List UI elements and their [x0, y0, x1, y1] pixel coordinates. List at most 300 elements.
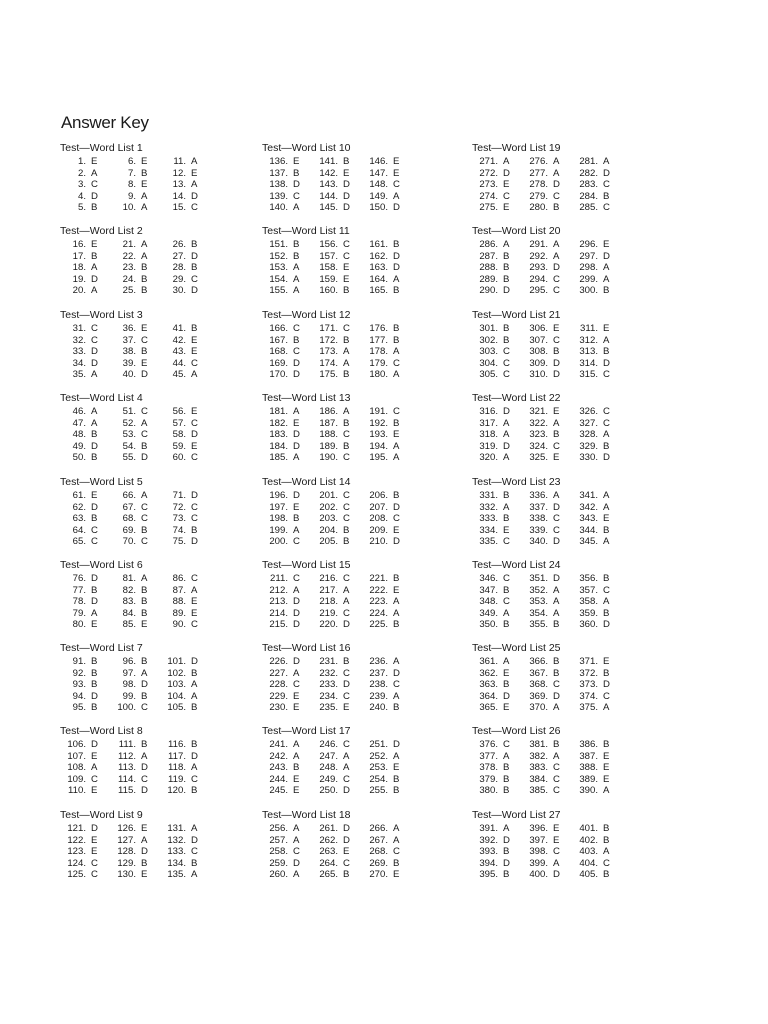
answer-item [574, 774, 609, 786]
answer-letter: D [141, 679, 148, 691]
answer-item [162, 285, 198, 297]
question-number: 332. [479, 501, 498, 513]
answer-letter: D [191, 285, 198, 297]
answer-letter: A [191, 584, 198, 596]
question-number: 387. [579, 750, 598, 762]
answer-item [574, 608, 609, 620]
answer-item [112, 168, 147, 180]
answer-letter: A [393, 750, 400, 762]
answer-rows [62, 323, 262, 381]
answer-letter: B [191, 785, 198, 797]
answer-letter: C [343, 323, 350, 334]
answer-letter: C [503, 573, 510, 584]
answer-item [264, 452, 299, 464]
answer-item [264, 502, 299, 514]
question-number: 269. [369, 857, 388, 869]
question-number: 205. [319, 536, 338, 548]
question-number: 241. [269, 739, 288, 750]
question-number: 267. [369, 834, 388, 846]
answer-letter: C [553, 190, 560, 202]
answer-item [314, 168, 349, 180]
answer-item [364, 168, 399, 180]
answer-item [314, 285, 349, 297]
answer-item [264, 191, 300, 203]
answer-item [112, 785, 148, 797]
answer-letter: A [603, 536, 610, 548]
answer-letter: B [141, 273, 148, 285]
block-title: Test—Word List 26 [472, 725, 561, 737]
question-number: 23. [122, 262, 136, 274]
question-number: 97. [122, 667, 136, 679]
question-number: 319. [479, 440, 498, 452]
answer-letter: B [553, 739, 560, 750]
block-title: Test—Word List 18 [262, 809, 351, 821]
answer-letter: C [293, 846, 300, 858]
question-number: 381. [529, 739, 548, 750]
answer-letter: A [293, 834, 300, 846]
answer-row [62, 452, 262, 464]
answer-letter: C [293, 323, 300, 334]
question-number: 139. [269, 190, 288, 202]
question-number: 329. [579, 440, 598, 452]
question-number: 287. [479, 250, 498, 262]
question-number: 325. [529, 452, 548, 464]
answer-row [62, 762, 262, 774]
answer-item [62, 585, 97, 597]
question-number: 196. [269, 490, 288, 501]
answer-item [474, 358, 510, 370]
block-title: Test—Word List 5 [60, 476, 143, 488]
question-number: 376. [479, 739, 498, 750]
answer-letter: E [553, 834, 560, 846]
question-number: 71. [172, 490, 186, 501]
question-number: 128. [117, 846, 136, 858]
answer-item [524, 691, 560, 703]
question-number: 11. [173, 156, 186, 167]
answer-row [474, 785, 674, 797]
answer-item [474, 823, 509, 835]
answer-item [264, 585, 299, 597]
answer-item [314, 846, 349, 858]
answer-item [62, 525, 98, 537]
question-number: 33. [72, 346, 86, 358]
answer-letter: E [141, 323, 148, 334]
question-number: 396. [529, 823, 548, 834]
answer-row [62, 502, 262, 514]
answer-letter: D [503, 857, 510, 869]
answer-letter: B [393, 857, 400, 869]
answer-letter: D [191, 190, 198, 202]
answer-item [264, 762, 299, 774]
question-number: 312. [579, 334, 598, 346]
answer-item [314, 702, 349, 714]
answer-letter: E [343, 262, 350, 274]
question-number: 323. [529, 429, 548, 441]
answer-item [264, 513, 299, 525]
question-number: 202. [319, 501, 338, 513]
answer-item [162, 823, 197, 835]
answer-item [574, 502, 609, 514]
answer-letter: C [503, 346, 510, 358]
answer-row [264, 285, 464, 297]
question-number: 285. [579, 202, 598, 214]
answer-letter: D [553, 573, 560, 584]
answer-item [524, 585, 559, 597]
answer-row [62, 751, 262, 763]
answer-letter: D [91, 596, 98, 608]
question-number: 144. [319, 190, 338, 202]
question-number: 90. [172, 619, 186, 631]
question-number: 153. [269, 262, 288, 274]
answer-letter: A [141, 490, 148, 501]
answer-letter: C [553, 440, 560, 452]
answer-item [62, 513, 97, 525]
question-number: 237. [369, 667, 388, 679]
answer-letter: D [91, 739, 98, 750]
question-number: 221. [369, 573, 388, 584]
question-number: 16. [72, 239, 86, 250]
answer-letter: C [553, 524, 560, 536]
question-number: 201. [319, 490, 338, 501]
question-number: 62. [72, 501, 86, 513]
answer-letter: B [141, 690, 148, 702]
answer-item [112, 323, 147, 335]
answer-row [264, 691, 464, 703]
answer-item [264, 668, 299, 680]
answer-letter: C [393, 513, 400, 525]
answer-item [574, 846, 609, 858]
question-number: 357. [579, 584, 598, 596]
block-title: Test—Word List 19 [472, 142, 561, 154]
answer-letter: C [343, 773, 350, 785]
question-number: 233. [319, 679, 338, 691]
answer-block [62, 225, 262, 297]
answer-letter: D [293, 490, 300, 501]
answer-rows [264, 239, 464, 297]
question-number: 48. [72, 429, 86, 441]
answer-letter: E [503, 667, 510, 679]
answer-item [524, 369, 560, 381]
question-number: 123. [67, 846, 86, 858]
answer-letter: B [503, 250, 510, 262]
answer-row [62, 774, 262, 786]
answer-block [474, 642, 674, 714]
question-number: 50. [72, 452, 86, 464]
answer-row [474, 179, 674, 191]
answer-letter: E [191, 346, 198, 358]
answer-letter: A [293, 262, 300, 274]
answer-letter: E [603, 773, 610, 785]
answer-letter: B [293, 513, 300, 525]
answer-item [524, 835, 559, 847]
answer-rows [474, 239, 674, 297]
question-number: 394. [479, 857, 498, 869]
answer-item [162, 751, 198, 763]
answer-letter: D [191, 490, 198, 501]
answer-letter: B [603, 834, 610, 846]
answer-item [364, 619, 399, 631]
question-number: 180. [369, 369, 388, 381]
answer-block [264, 642, 464, 714]
answer-letter: D [91, 190, 98, 202]
question-number: 293. [529, 262, 548, 274]
answer-rows [62, 490, 262, 548]
question-number: 185. [269, 452, 288, 464]
answer-item [112, 285, 147, 297]
answer-item [314, 585, 349, 597]
answer-item [524, 156, 559, 168]
answer-letter: D [343, 823, 350, 834]
answer-letter: B [191, 857, 198, 869]
answer-item [62, 262, 97, 274]
answer-row [62, 441, 262, 453]
answer-item [474, 418, 509, 430]
answer-row [62, 335, 262, 347]
answer-letter: B [191, 262, 198, 274]
answer-letter: B [191, 702, 198, 714]
question-number: 91. [72, 656, 86, 667]
question-number: 89. [172, 607, 186, 619]
question-number: 114. [118, 773, 136, 785]
answer-letter: B [141, 656, 148, 667]
answer-letter: A [553, 750, 560, 762]
answer-item [574, 251, 610, 263]
answer-letter: E [603, 323, 610, 334]
answer-item [264, 846, 300, 858]
answer-letter: A [293, 667, 300, 679]
answer-letter: A [603, 490, 610, 501]
question-number: 230. [269, 702, 288, 714]
question-number: 234. [319, 690, 338, 702]
answer-letter: A [553, 596, 560, 608]
question-number: 95. [72, 702, 86, 714]
question-number: 146. [369, 156, 388, 167]
question-number: 77. [72, 584, 86, 596]
answer-item [162, 490, 198, 502]
answer-rows [62, 239, 262, 297]
answer-letter: C [503, 739, 510, 750]
answer-letter: C [91, 773, 98, 785]
question-number: 224. [369, 607, 388, 619]
block-title: Test—Word List 24 [472, 559, 561, 571]
answer-letter: B [91, 452, 98, 464]
answer-item [264, 179, 300, 191]
question-number: 236. [369, 656, 388, 667]
question-number: 311. [580, 323, 598, 334]
question-number: 363. [479, 679, 498, 691]
answer-row [474, 262, 674, 274]
answer-letter: E [91, 785, 98, 797]
question-number: 304. [479, 357, 498, 369]
question-number: 30. [172, 285, 186, 297]
question-number: 51. [122, 406, 136, 417]
question-number: 276. [529, 156, 548, 167]
question-number: 57. [172, 417, 186, 429]
answer-item [364, 691, 399, 703]
question-number: 366. [529, 656, 548, 667]
question-number: 309. [529, 357, 548, 369]
answer-letter: A [293, 273, 300, 285]
question-number: 27. [172, 250, 186, 262]
answer-letter: D [553, 357, 560, 369]
answer-row [474, 525, 674, 537]
answer-letter: E [343, 167, 350, 179]
answer-letter: D [393, 667, 400, 679]
answer-row [474, 156, 674, 168]
answer-item [524, 191, 560, 203]
answer-letter: B [553, 656, 560, 667]
answer-item [264, 346, 300, 358]
answer-letter: A [293, 202, 300, 214]
answer-letter: D [343, 785, 350, 797]
answer-letter: D [293, 857, 300, 869]
answer-item [62, 156, 97, 168]
answer-row [474, 702, 674, 714]
answer-item [474, 156, 509, 168]
question-number: 272. [479, 167, 498, 179]
answer-block [264, 809, 464, 881]
answer-item [314, 668, 350, 680]
answer-item [314, 406, 349, 418]
answer-letter: E [141, 823, 148, 834]
answer-item [364, 239, 399, 251]
answer-item [364, 346, 399, 358]
answer-item [574, 858, 610, 870]
answer-letter: C [191, 501, 198, 513]
answer-letter: D [191, 250, 198, 262]
answer-block [474, 309, 674, 381]
answer-item [62, 739, 98, 751]
question-number: 257. [269, 834, 288, 846]
answer-letter: D [553, 536, 560, 548]
question-number: 383. [529, 762, 548, 774]
answer-row [264, 202, 464, 214]
answer-letter: D [553, 262, 560, 274]
answer-item [474, 191, 510, 203]
answer-item [364, 656, 399, 668]
question-number: 178. [369, 346, 388, 358]
answer-item [62, 751, 97, 763]
answer-row [62, 285, 262, 297]
answer-letter: B [393, 785, 400, 797]
question-number: 260. [269, 869, 288, 881]
answer-item [364, 285, 399, 297]
answer-item [112, 406, 148, 418]
answer-rows [62, 656, 262, 714]
answer-letter: E [141, 179, 148, 191]
question-number: 116. [168, 739, 186, 750]
answer-letter: B [603, 573, 610, 584]
answer-letter: E [191, 607, 198, 619]
answer-item [314, 369, 349, 381]
question-number: 403. [579, 846, 598, 858]
block-title: Test—Word List 9 [60, 809, 143, 821]
answer-item [524, 573, 560, 585]
answer-letter: A [503, 656, 510, 667]
answer-letter: E [141, 357, 148, 369]
answer-item [162, 191, 198, 203]
question-number: 85. [122, 619, 136, 631]
question-number: 13. [172, 179, 186, 191]
question-number: 183. [269, 429, 288, 441]
answer-letter: A [91, 369, 98, 381]
question-number: 254. [369, 773, 388, 785]
question-number: 213. [269, 596, 288, 608]
answer-item [264, 869, 299, 881]
question-number: 141. [319, 156, 338, 167]
answer-block [474, 142, 674, 214]
answer-item [112, 202, 147, 214]
answer-row [62, 608, 262, 620]
answer-letter: C [191, 573, 198, 584]
answer-row [474, 406, 674, 418]
answer-letter: A [503, 429, 510, 441]
question-number: 115. [118, 785, 136, 797]
answer-item [574, 239, 609, 251]
question-number: 103. [167, 679, 186, 691]
answer-row [474, 358, 674, 370]
answer-letter: D [91, 501, 98, 513]
answer-item [574, 369, 610, 381]
answer-item [474, 346, 510, 358]
block-title: Test—Word List 21 [472, 309, 561, 321]
answer-block [474, 725, 674, 797]
answer-item [264, 525, 299, 537]
answer-item [364, 513, 400, 525]
answer-letter: E [393, 167, 400, 179]
question-number: 79. [72, 607, 86, 619]
answer-item [364, 608, 399, 620]
question-number: 203. [319, 513, 338, 525]
question-number: 137. [269, 167, 288, 179]
answer-row [474, 679, 674, 691]
answer-letter: E [191, 596, 198, 608]
answer-item [524, 168, 559, 180]
answer-item [112, 762, 148, 774]
answer-item [364, 774, 399, 786]
answer-letter: A [553, 417, 560, 429]
answer-item [264, 168, 299, 180]
question-number: 176. [369, 323, 388, 334]
answer-row [474, 739, 674, 751]
answer-letter: B [343, 536, 350, 548]
answer-row [62, 858, 262, 870]
answer-letter: E [293, 156, 300, 167]
answer-row [474, 452, 674, 464]
question-number: 120. [167, 785, 186, 797]
question-number: 157. [319, 250, 338, 262]
answer-item [62, 429, 97, 441]
answer-letter: A [393, 823, 400, 834]
answer-item [62, 202, 97, 214]
answer-letter: B [141, 346, 148, 358]
answer-row [264, 418, 464, 430]
answer-letter: E [91, 619, 98, 631]
answer-letter: D [141, 785, 148, 797]
answer-item [314, 179, 350, 191]
answer-letter: C [293, 536, 300, 548]
answer-rows [62, 823, 262, 881]
answer-item [364, 585, 399, 597]
question-number: 303. [479, 346, 498, 358]
answer-letter: B [503, 584, 510, 596]
answer-item [62, 536, 98, 548]
answer-letter: A [141, 750, 148, 762]
answer-item [314, 251, 350, 263]
answer-item [112, 823, 147, 835]
answer-item [574, 835, 609, 847]
answer-item [574, 596, 609, 608]
